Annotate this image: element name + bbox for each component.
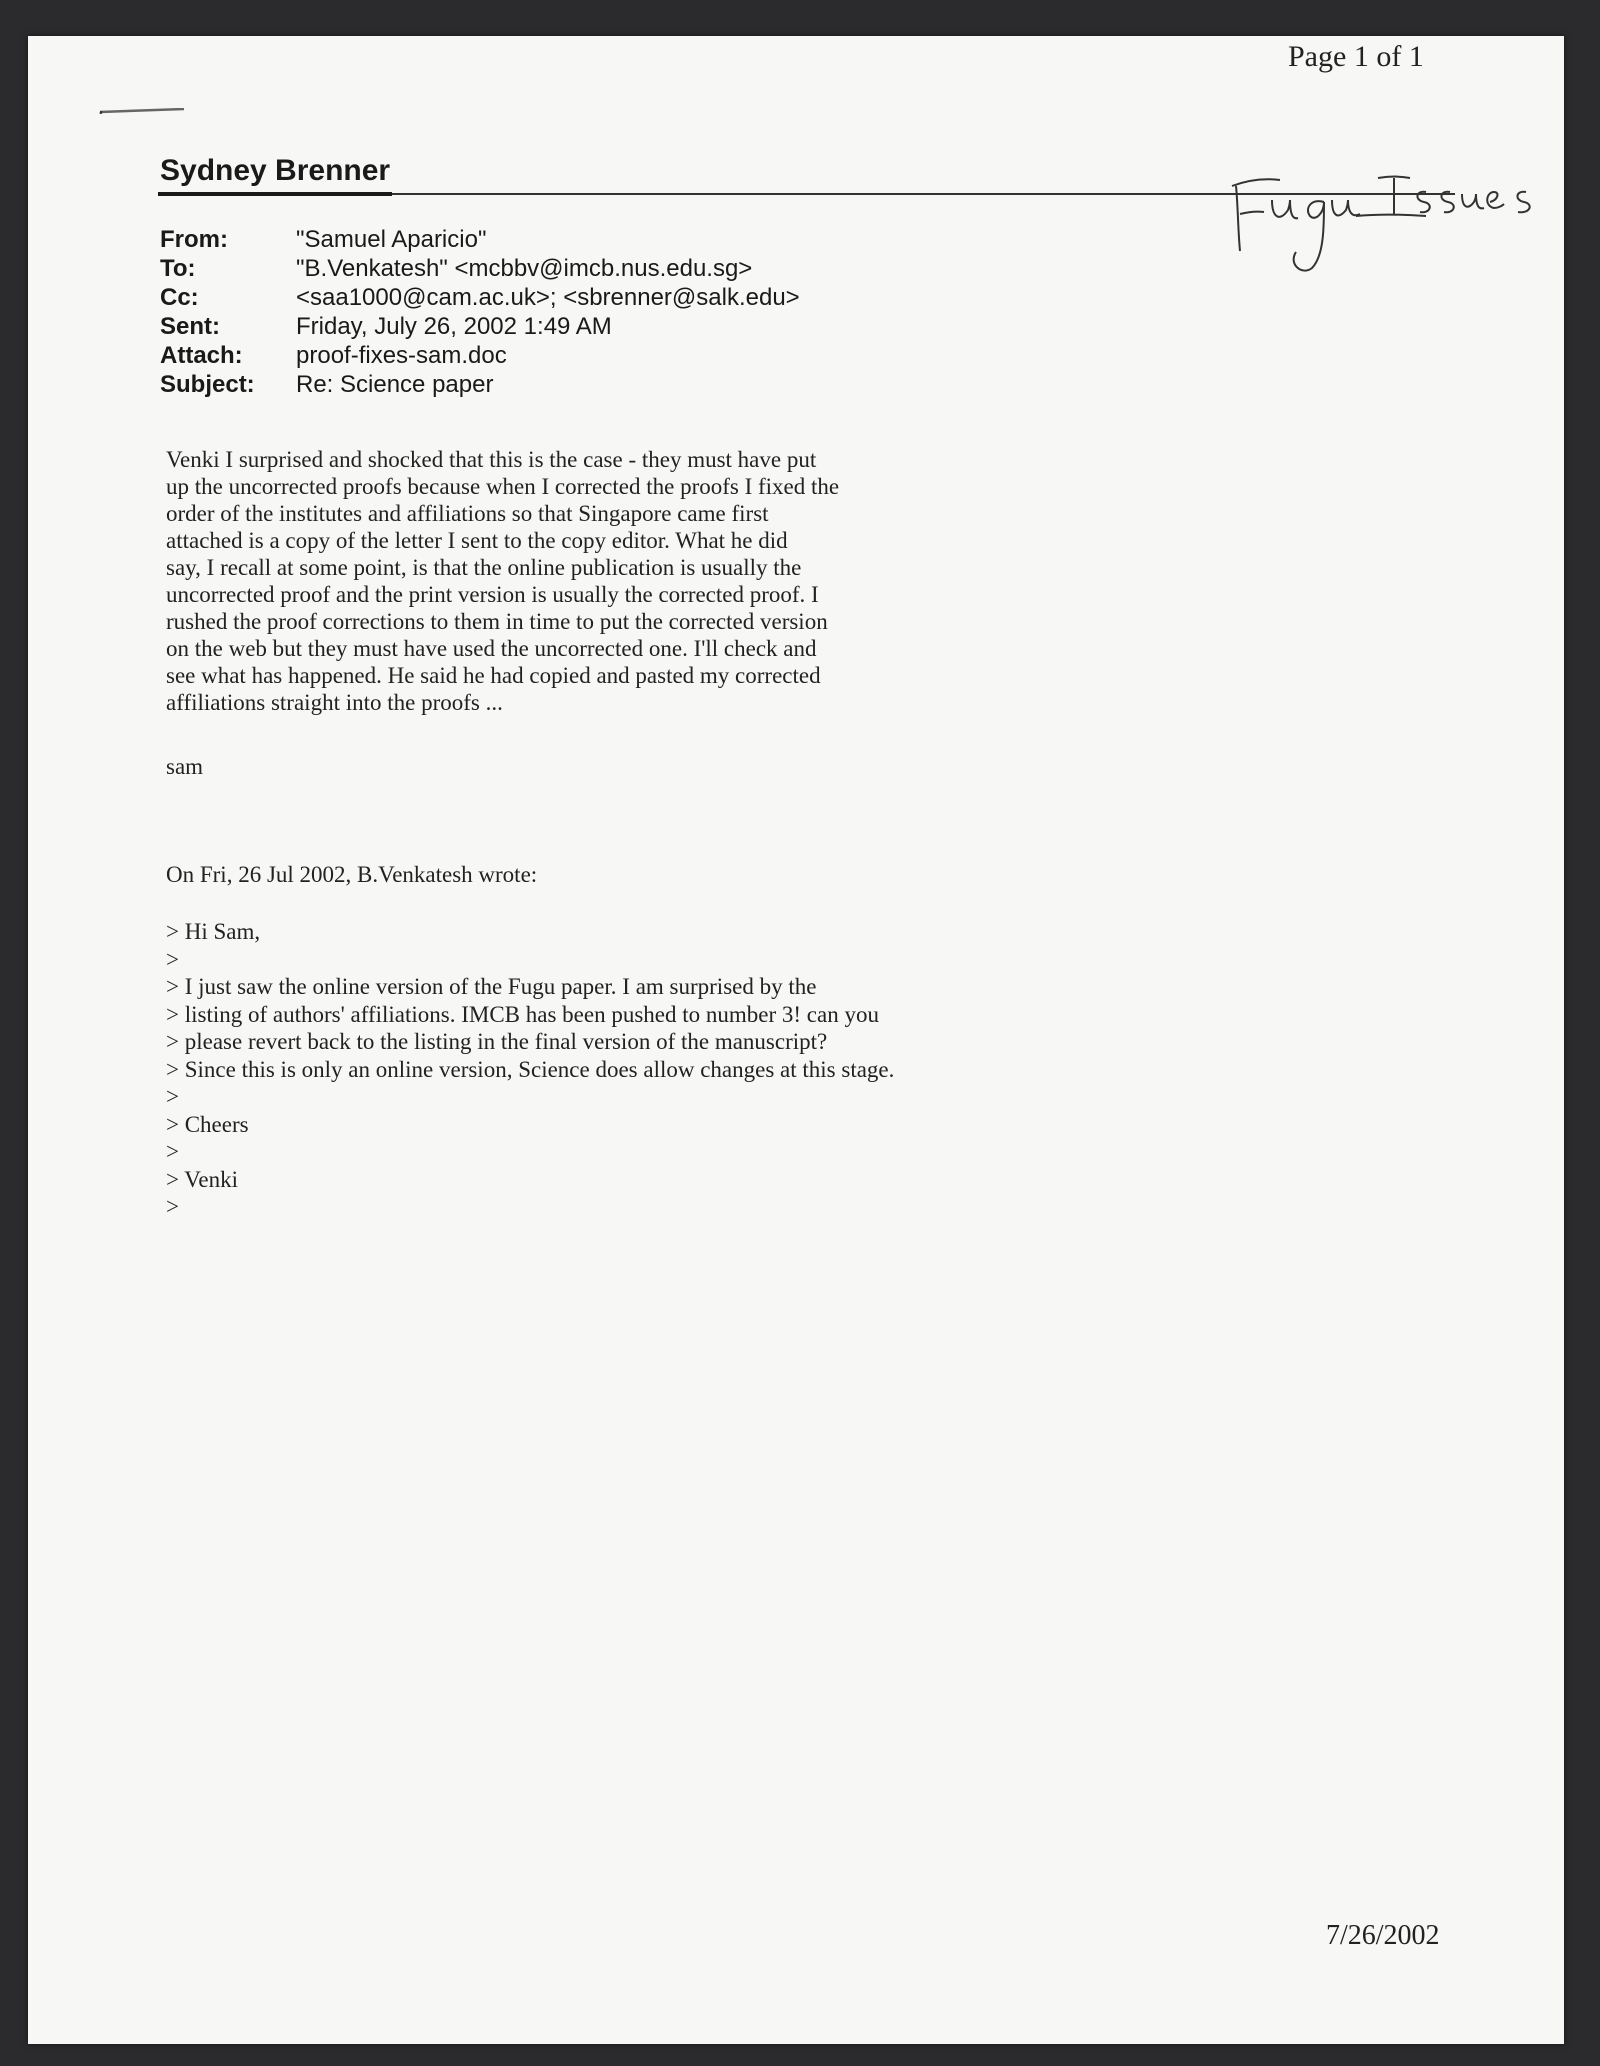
header-from	[160, 225, 800, 254]
sent-value: Friday, July 26, 2002 1:49 AM	[296, 313, 612, 340]
quoted-line: >	[166, 946, 179, 972]
quote-intro: On Fri, 26 Jul 2002, B.Venkatesh wrote:	[166, 862, 538, 887]
sent-label: Sent:	[160, 313, 220, 340]
header-attach	[160, 341, 800, 370]
to-label: To:	[160, 255, 196, 282]
quoted-line: > Since this is only an online version, Science does allow changes at this stage.	[166, 1056, 895, 1082]
quoted-line: >	[166, 1084, 179, 1109]
signoff: sam	[166, 754, 204, 779]
from-value: "Samuel Aparicio"	[296, 226, 487, 253]
to-value: "B.Venkatesh" <mcbbv@imcb.nus.edu.sg>	[296, 255, 753, 282]
quoted-line: > I just saw the online version of the Fugu paper. I am surprised by the	[166, 974, 817, 999]
quoted-line: >	[166, 1139, 179, 1164]
quoted-message	[166, 918, 894, 1221]
email-header	[160, 225, 800, 399]
quoted-line: >	[166, 1194, 179, 1219]
subject-value: Re: Science paper	[296, 371, 494, 398]
attach-label: Attach:	[160, 342, 243, 369]
cc-label: Cc:	[160, 284, 199, 311]
header-subject	[160, 370, 800, 399]
quoted-line: > Hi Sam,	[166, 919, 261, 944]
handwritten-note	[1228, 156, 1538, 286]
email-body	[166, 446, 966, 716]
header-sent	[160, 312, 800, 341]
quoted-line: > please revert back to the listing in the final version of the manuscript?	[166, 1029, 828, 1054]
page-number: Page 1 of 1	[1288, 40, 1424, 73]
subject-label: Subject:	[160, 371, 255, 398]
from-label: From:	[160, 226, 228, 253]
attach-value: proof-fixes-sam.doc	[296, 342, 507, 369]
header-rule-thick	[158, 192, 392, 196]
cc-value: <saa1000@cam.ac.uk>; <sbrenner@salk.edu>	[296, 284, 800, 311]
quoted-line: > Cheers	[166, 1111, 249, 1137]
quoted-line: > listing of authors' affiliations. IMCB has been pushed to number 3! can you	[166, 1001, 879, 1027]
body-paragraph: Venki I surprised and shocked that this is the case - they must have put up the uncorrected proofs because when I corrected the proofs I fixed the order of the institutes and affiliations so that Singapore came first attached is a copy of the letter I sent to the copy editor. What he did say, I recall at some point, is that the online publication is usually the uncorrected proof and the print version is usually the corrected proof. I rushed the proof corrections to them in time to put the corrected version on the web but they must have used the uncorrected one. I'll check and see what has happened. He said he had copied and pasted my corrected affiliations straight into the proofs ...	[166, 447, 840, 715]
header-cc	[160, 283, 800, 312]
footer-date: 7/26/2002	[1326, 1920, 1440, 1951]
staple-mark	[98, 108, 188, 114]
document-page	[28, 36, 1564, 2044]
quoted-line: > Venki	[166, 1166, 238, 1192]
header-to	[160, 254, 800, 283]
sender-name: Sydney Brenner	[160, 154, 391, 187]
